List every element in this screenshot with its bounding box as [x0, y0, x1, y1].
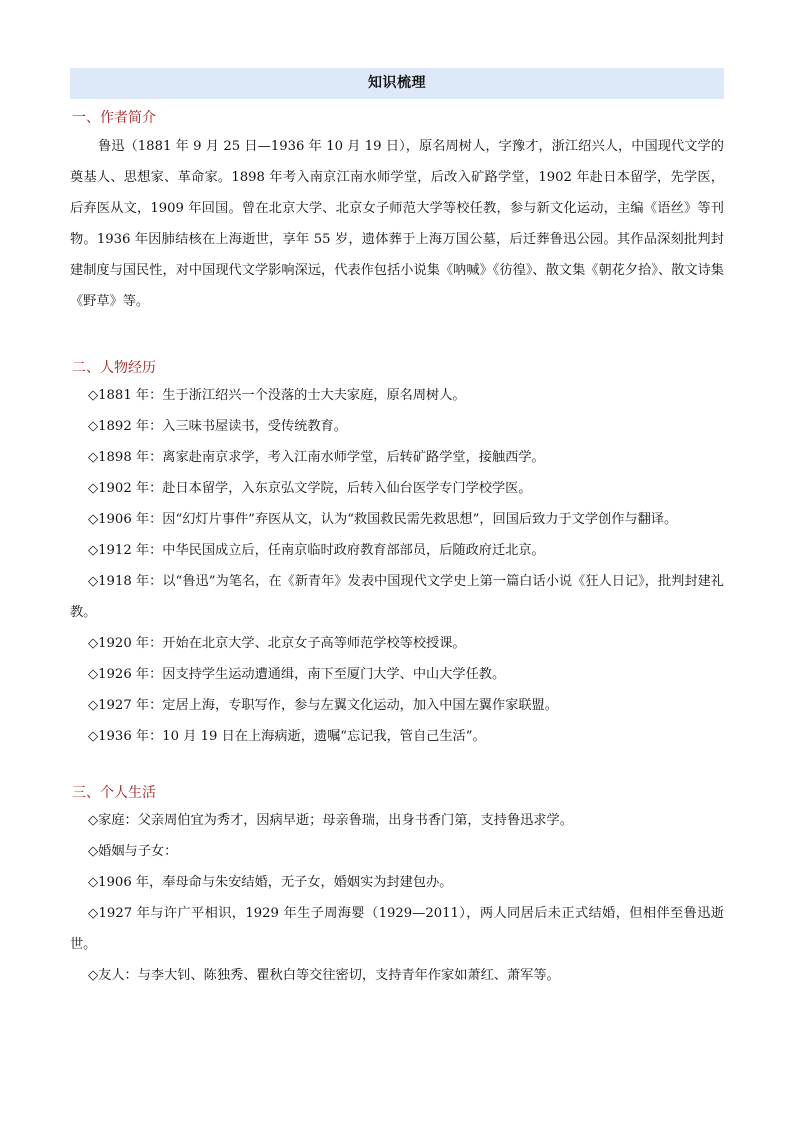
list-item: ◇家庭：父亲周伯宜为秀才，因病早逝；母亲鲁瑞，出身书香门第，支持鲁迅求学。 — [88, 813, 573, 828]
list-item: ◇1881 年：生于浙江绍兴一个没落的士大夫家庭，原名周树人。 — [88, 388, 466, 403]
section-heading-personal-life: 三、个人生活 — [72, 785, 156, 801]
page-title: 知识梳理 — [70, 68, 724, 99]
list-item: ◇1927 年与许广平相识，1929 年生子周海婴（1929—2011），两人同居后未正式结婚，但相伴至鲁迅逝世。 — [70, 906, 724, 952]
list-item: ◇1918 年：以“鲁迅”为笔名，在《新青年》发表中国现代文学史上第一篇白话小说《狂人日记》，批判封建礼教。 — [70, 574, 724, 620]
list-item: ◇1927 年：定居上海，专职写作，参与左翼文化运动，加入中国左翼作家联盟。 — [88, 698, 558, 713]
list-item: ◇1936 年：10 月 19 日在上海病逝，遗嘱“忘记我，管自己生活”。 — [88, 729, 486, 744]
list-item: ◇1920 年：开始在北京大学、北京女子高等师范学校等校授课。 — [88, 636, 466, 651]
section-heading-author-intro: 一、作者简介 — [72, 110, 156, 126]
list-item: ◇1902 年：赴日本留学，入东京弘文学院，后转入仙台医学专门学校学医。 — [88, 481, 532, 496]
author-intro-paragraph: 鲁迅（1881 年 9 月 25 日—1936 年 10 月 19 日），原名周树人，字豫才，浙江绍兴人，中国现代文学的奠基人、思想家、革命家。1898 年考入南京江南水师学堂，后改入矿路学堂，1902 年赴日本留学，先学医，后弃医从文，1909 年回国。曾在北京大学、北京女子师范大学等校任教，参与新文化运动，主编《语丝》等刊物。1936 年因肺结核在上海逝世，享年 55 岁，遗体葬于上海万国公墓，后迁葬鲁迅公园。其作品深刻批判封建制度与国民性，对中国现代文学影响深远，代表作包括小说集《呐喊》《彷徨》、散文集《朝花夕拾》、散文诗集《野草》等。 — [70, 139, 724, 309]
section-heading-life-events: 二、人物经历 — [72, 360, 156, 376]
list-item: ◇友人：与李大钊、陈独秀、瞿秋白等交往密切，支持青年作家如萧红、萧军等。 — [88, 968, 560, 983]
life-events-list — [70, 380, 724, 752]
document-page — [70, 68, 724, 991]
list-item: ◇1892 年：入三味书屋读书，受传统教育。 — [88, 419, 347, 434]
list-item: ◇1906 年，奉母命与朱安结婚，无子女，婚姻实为封建包办。 — [88, 875, 453, 890]
list-item: ◇1898 年：离家赴南京求学，考入江南水师学堂，后转矿路学堂，接触西学。 — [88, 450, 545, 465]
personal-life-list — [70, 805, 724, 991]
list-item: ◇婚姻与子女： — [88, 844, 178, 859]
list-item: ◇1926 年：因支持学生运动遭通缉，南下至厦门大学、中山大学任教。 — [88, 667, 506, 682]
list-item: ◇1912 年：中华民国成立后，任南京临时政府教育部部员，后随政府迁北京。 — [88, 543, 545, 558]
list-item: ◇1906 年：因“幻灯片事件”弃医从文，认为“救国救民需先救思想”，回国后致力于文学创作与翻译。 — [88, 512, 678, 527]
